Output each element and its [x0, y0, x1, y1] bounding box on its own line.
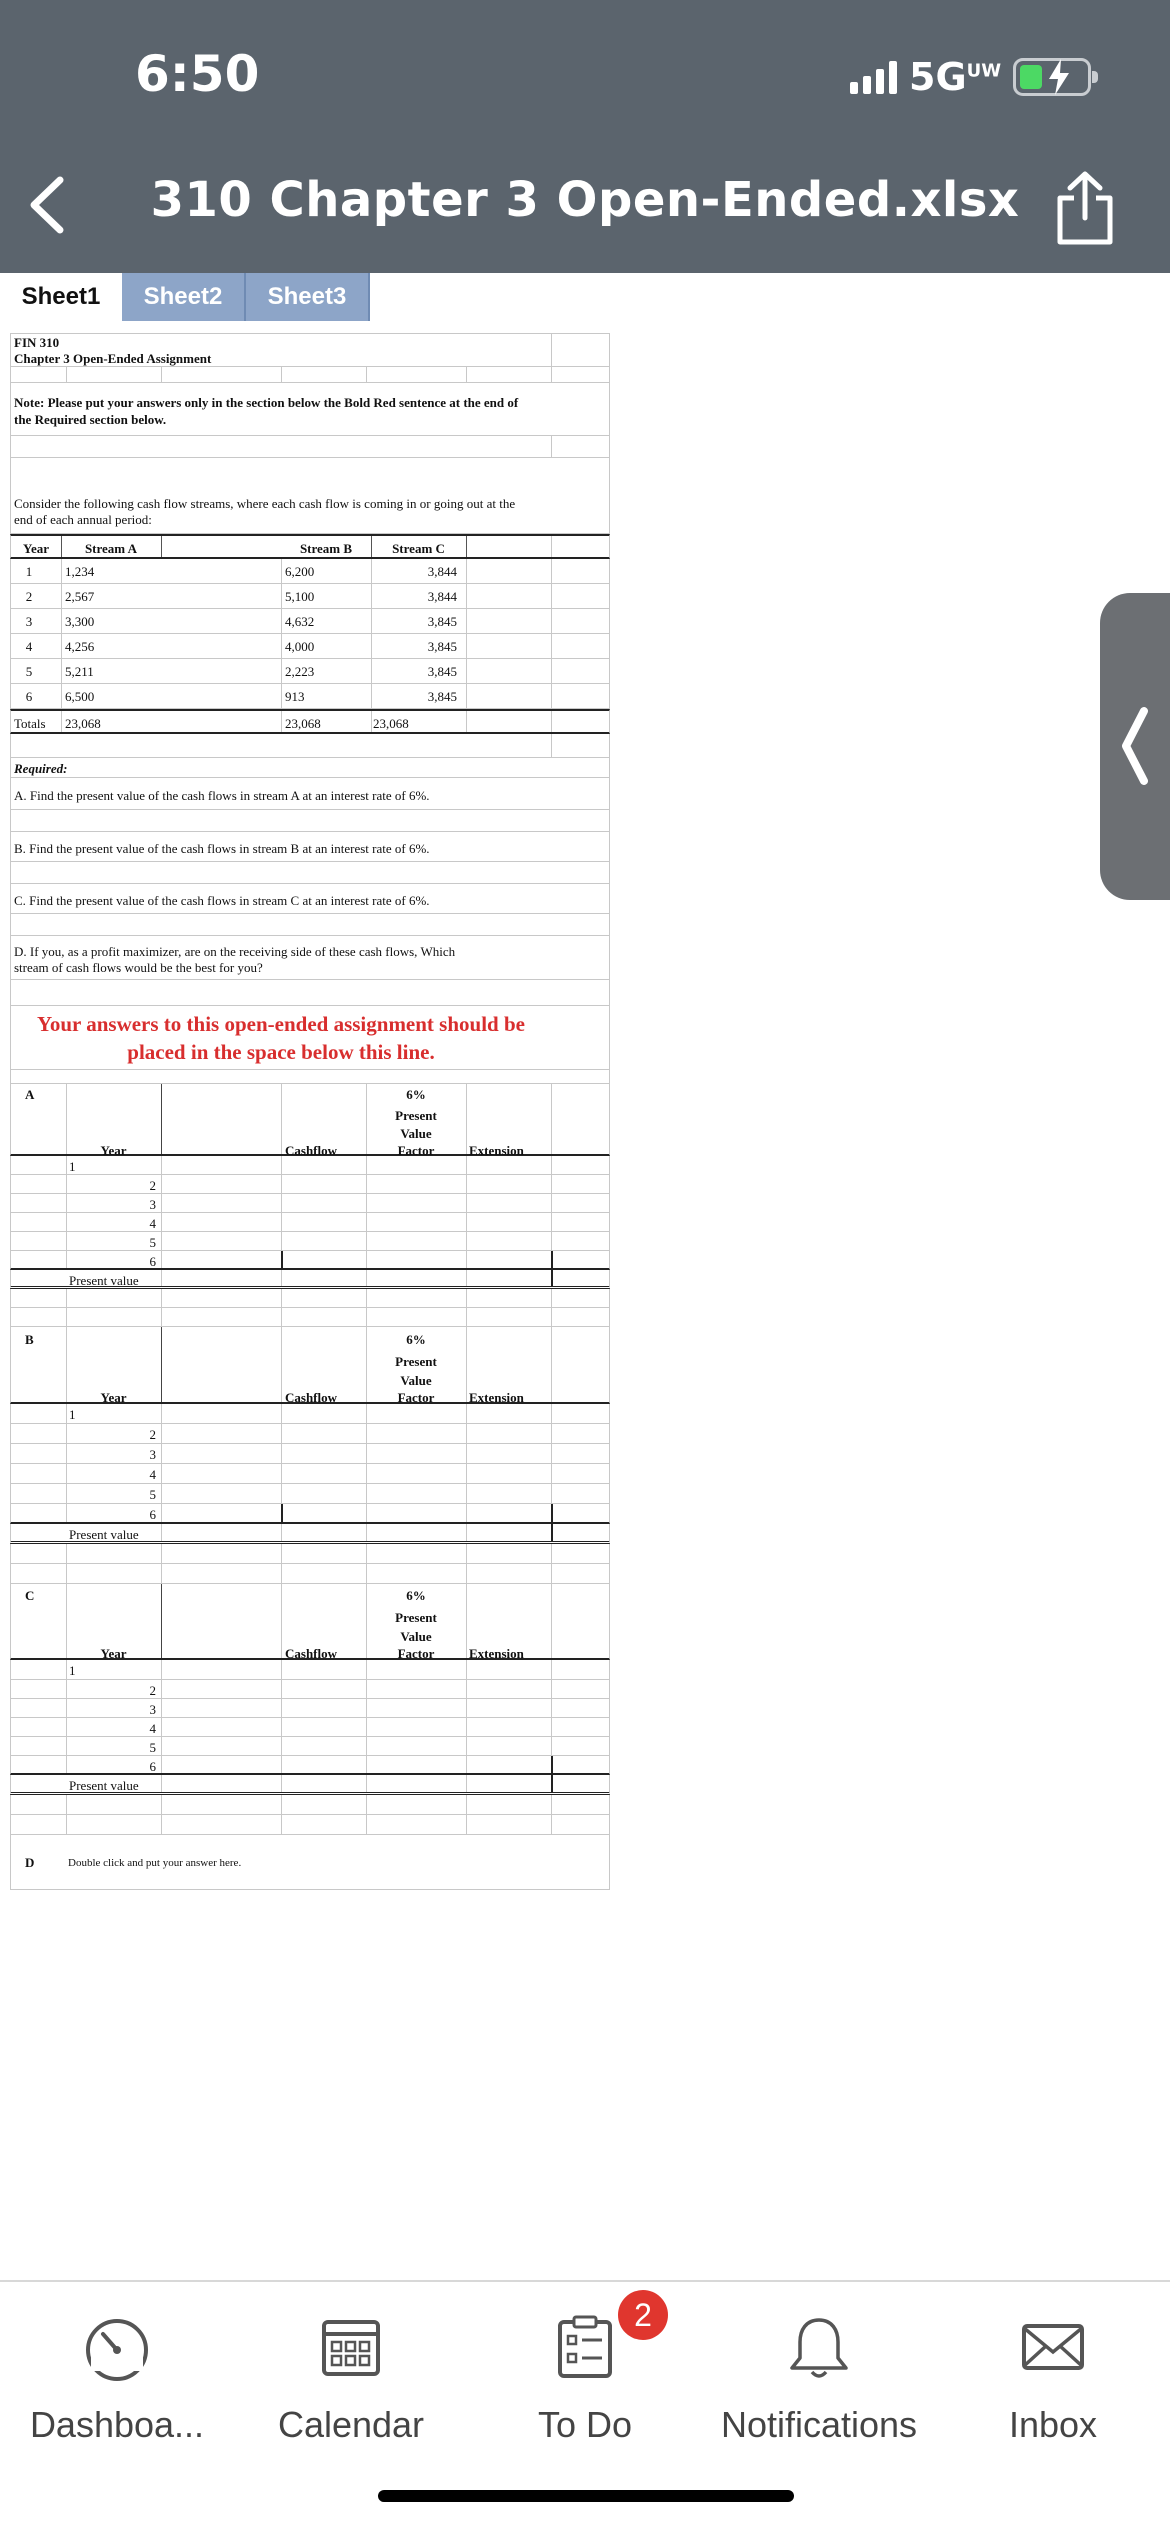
year-cell: 1: [69, 1407, 76, 1422]
stream-c-cell: 3,845: [427, 639, 457, 654]
spacer-row: [10, 1070, 610, 1084]
table-row: [10, 1464, 610, 1484]
question-d-line-1: D. If you, as a profit maximizer, are on the receiving side of these cash flows, Which: [14, 944, 456, 959]
required-label: Required:: [14, 761, 68, 776]
table-row: [10, 1404, 610, 1424]
todo-count-badge: 2: [618, 2290, 668, 2340]
required-row: [10, 758, 610, 778]
network-sub-label: UW: [966, 60, 1002, 82]
cashflow-header: Cashflow: [285, 1143, 338, 1158]
cashflow-header: Cashflow: [285, 1390, 338, 1405]
year-cell: 6: [149, 1254, 156, 1269]
present-value-row: [10, 1524, 610, 1544]
section-letter: D: [25, 1855, 35, 1870]
extension-header: Extension: [469, 1143, 524, 1158]
year-cell: 3: [149, 1702, 156, 1717]
year-cell: 6: [149, 1507, 156, 1522]
section-letter: C: [25, 1588, 35, 1603]
answer-instruction-row: [10, 1006, 610, 1070]
pv-header-row: [10, 1084, 610, 1156]
year-header: Year: [100, 1646, 127, 1661]
year-header: Year: [100, 1143, 127, 1158]
table-row: [10, 1424, 610, 1444]
extension-header: Extension: [469, 1390, 524, 1405]
stream-c-cell: 3,844: [427, 589, 457, 604]
table-row: [10, 1504, 610, 1524]
table-row: [10, 1756, 610, 1775]
stream-a-cell: 4,256: [65, 639, 95, 654]
nav-dashboard[interactable]: [0, 2302, 234, 2482]
note-line-2: the Required section below.: [14, 412, 167, 427]
assignment-title: Chapter 3 Open-Ended Assignment: [14, 351, 212, 366]
intro-line-1: Consider the following cash flow streams, where each cash flow is coming in or going out at the: [14, 496, 516, 511]
present-value-row: [10, 1270, 610, 1289]
present-value-label: Present value: [69, 1778, 139, 1793]
spacer-row: [10, 862, 610, 884]
value-label: Value: [400, 1373, 432, 1388]
year-cell: 2: [149, 1178, 156, 1193]
total-stream-c: 23,068: [373, 716, 409, 731]
stream-b-cell: 5,100: [285, 589, 315, 604]
course-title: FIN 310: [14, 335, 60, 350]
home-indicator[interactable]: [378, 2490, 794, 2502]
note-line-1: Note: Please put your answers only in the section below the Bold Red sentence at the end of: [14, 395, 519, 410]
bell-icon: [784, 2312, 854, 2382]
year-cell: 2: [25, 589, 33, 604]
spacer-row: [10, 914, 610, 936]
table-row: [10, 559, 610, 584]
table-row: [10, 1444, 610, 1464]
status-time: 6:50: [135, 45, 260, 103]
table-row: [10, 1232, 610, 1251]
stream-c-cell: 3,844: [427, 564, 457, 579]
rate-label: 6%: [406, 1588, 426, 1603]
stream-b-cell: 4,632: [285, 614, 315, 629]
cellular-signal-icon: [850, 60, 897, 94]
year-cell: 6: [149, 1759, 156, 1774]
stream-b-cell: 2,223: [285, 664, 315, 679]
nav-label: Calendar: [277, 2404, 425, 2445]
spacer-row: [10, 1308, 610, 1327]
nav-inbox[interactable]: [936, 2302, 1170, 2482]
rate-label: 6%: [406, 1087, 426, 1102]
year-cell: 4: [149, 1467, 156, 1482]
table-row: [10, 584, 610, 609]
year-cell: 5: [149, 1487, 156, 1502]
pv-header-row: [10, 1327, 610, 1404]
battery-charging-icon: [1013, 58, 1091, 96]
year-cell: 4: [25, 639, 33, 654]
section-d[interactable]: [10, 1835, 610, 1890]
mail-icon: [1018, 2312, 1088, 2382]
factor-label: Factor: [397, 1390, 435, 1405]
total-stream-a: 23,068: [65, 716, 101, 731]
tab-sheet3[interactable]: Sheet3: [246, 273, 370, 321]
table-row: [10, 1680, 610, 1699]
calendar-icon: [316, 2312, 386, 2382]
present-label: Present: [395, 1108, 437, 1123]
year-cell: 6: [25, 689, 33, 704]
question-d-line-2: stream of cash flows would be the best for you?: [14, 960, 263, 975]
year-cell: 4: [149, 1216, 156, 1231]
nav-notifications[interactable]: [702, 2302, 936, 2482]
stream-c-cell: 3,845: [427, 614, 457, 629]
header-stream-c: Stream C: [392, 541, 445, 556]
section-c: [10, 1584, 610, 1835]
stream-a-cell: 6,500: [65, 689, 95, 704]
question-c: C. Find the present value of the cash flows in stream C at an interest rate of 6%.: [14, 893, 430, 908]
nav-label: Inbox: [1008, 2404, 1098, 2445]
header-stream-a: Stream A: [84, 541, 138, 556]
header-year: Year: [23, 541, 49, 556]
spacer-row: [10, 1544, 610, 1564]
present-value-label: Present value: [69, 1527, 139, 1542]
question-row: [10, 884, 610, 914]
status-indicators: [850, 52, 1091, 102]
spacer-row: [10, 436, 610, 458]
year-cell: 1: [69, 1159, 76, 1174]
stream-a-cell: 1,234: [65, 564, 95, 579]
intro-row: [10, 458, 610, 534]
table-row: [10, 684, 610, 709]
drawer-handle[interactable]: [1100, 593, 1170, 900]
factor-label: Factor: [397, 1646, 435, 1661]
value-label: Value: [400, 1629, 432, 1644]
year-cell: 3: [149, 1197, 156, 1212]
year-header: Year: [100, 1390, 127, 1405]
stream-a-cell: 3,300: [65, 614, 95, 629]
factor-label: Factor: [397, 1143, 435, 1158]
share-icon: [1050, 168, 1120, 248]
present-value-label: Present value: [69, 1273, 139, 1288]
table-row: [10, 1175, 610, 1194]
year-cell: 4: [149, 1721, 156, 1736]
spacer-row: [10, 1815, 610, 1835]
table-row: [10, 1213, 610, 1232]
table-row: [10, 1660, 610, 1680]
answer-placeholder[interactable]: Double click and put your answer here.: [68, 1857, 242, 1869]
question-a: A. Find the present value of the cash flows in stream A at an interest rate of 6%.: [14, 788, 430, 803]
section-a: [10, 1084, 610, 1327]
year-cell: 3: [25, 614, 33, 629]
nav-label: Notifications: [720, 2404, 918, 2445]
intro-line-2: end of each annual period:: [14, 512, 152, 527]
table-row: [10, 659, 610, 684]
year-cell: 2: [149, 1427, 156, 1442]
table-row: [10, 1737, 610, 1756]
note-row: [10, 383, 610, 436]
section-b: [10, 1327, 610, 1584]
cashflow-table-body: [10, 559, 610, 734]
table-row: [10, 609, 610, 634]
clipboard-checklist-icon: [550, 2312, 620, 2382]
nav-calendar[interactable]: [234, 2302, 468, 2482]
totals-label: Totals: [14, 716, 46, 731]
table-row: [10, 1718, 610, 1737]
total-stream-b: 23,068: [285, 716, 321, 731]
nav-todo[interactable]: [468, 2302, 702, 2482]
table-row: [10, 1251, 610, 1270]
totals-row: [10, 709, 610, 734]
extension-header: Extension: [469, 1646, 524, 1661]
year-cell: 1: [69, 1663, 76, 1678]
cashflow-header: Cashflow: [285, 1646, 338, 1661]
spreadsheet-grid[interactable]: [10, 333, 610, 1890]
year-cell: 5: [149, 1740, 156, 1755]
question-row: [10, 832, 610, 862]
present-value-row: [10, 1775, 610, 1795]
stream-a-cell: 5,211: [65, 664, 94, 679]
stream-a-cell: 2,567: [65, 589, 95, 604]
sheet-tabs: [0, 273, 370, 321]
table-row: [10, 1156, 610, 1175]
value-label: Value: [400, 1126, 432, 1141]
nav-label: Dashboa...: [29, 2404, 205, 2445]
tab-sheet2[interactable]: Sheet2: [122, 273, 246, 321]
rate-label: 6%: [406, 1332, 426, 1347]
year-cell: 5: [25, 664, 33, 679]
answer-instruction-line-2: placed in the space below this line.: [127, 1040, 435, 1064]
header-stream-b: Stream B: [299, 541, 353, 556]
dashboard-gauge-icon: [77, 2312, 157, 2382]
table-row: [10, 1484, 610, 1504]
spacer-row: [10, 367, 610, 383]
chevron-left-icon: [1100, 593, 1170, 900]
spacer-row: [10, 1289, 610, 1308]
document-title: 310 Chapter 3 Open-Ended.xlsx: [150, 172, 1020, 228]
spacer-row: [10, 734, 610, 758]
stream-c-cell: 3,845: [427, 664, 457, 679]
answer-instruction-line-1: Your answers to this open-ended assignment should be: [37, 1012, 525, 1036]
table-row: [10, 634, 610, 659]
table-row: [10, 1699, 610, 1718]
stream-b-cell: 6,200: [285, 564, 315, 579]
question-row: [10, 936, 610, 980]
spacer-row: [10, 1564, 610, 1584]
nav-label: To Do: [537, 2404, 633, 2445]
pv-header-row: [10, 1584, 610, 1660]
share-button[interactable]: [1050, 168, 1120, 248]
stream-b-cell: 913: [285, 689, 305, 704]
stream-c-cell: 3,845: [427, 689, 457, 704]
stream-b-cell: 4,000: [285, 639, 315, 654]
present-label: Present: [395, 1610, 437, 1625]
cashflow-table-header: [10, 534, 610, 559]
year-cell: 5: [149, 1235, 156, 1250]
year-cell: 3: [149, 1447, 156, 1462]
network-label: 5G: [909, 55, 967, 99]
question-b: B. Find the present value of the cash flows in stream B at an interest rate of 6%.: [14, 841, 430, 856]
question-row: [10, 778, 610, 810]
section-letter: B: [25, 1332, 34, 1347]
present-label: Present: [395, 1354, 437, 1369]
network-type: [909, 55, 1001, 99]
spacer-row: [10, 980, 610, 1006]
table-row: [10, 1194, 610, 1213]
year-cell: 2: [149, 1683, 156, 1698]
tab-sheet1[interactable]: Sheet1: [0, 273, 122, 321]
spacer-row: [10, 1795, 610, 1815]
section-letter: A: [25, 1087, 35, 1102]
spacer-row: [10, 810, 610, 832]
app-header: [0, 0, 1170, 273]
title-row: [10, 333, 610, 367]
year-cell: 1: [25, 564, 33, 579]
